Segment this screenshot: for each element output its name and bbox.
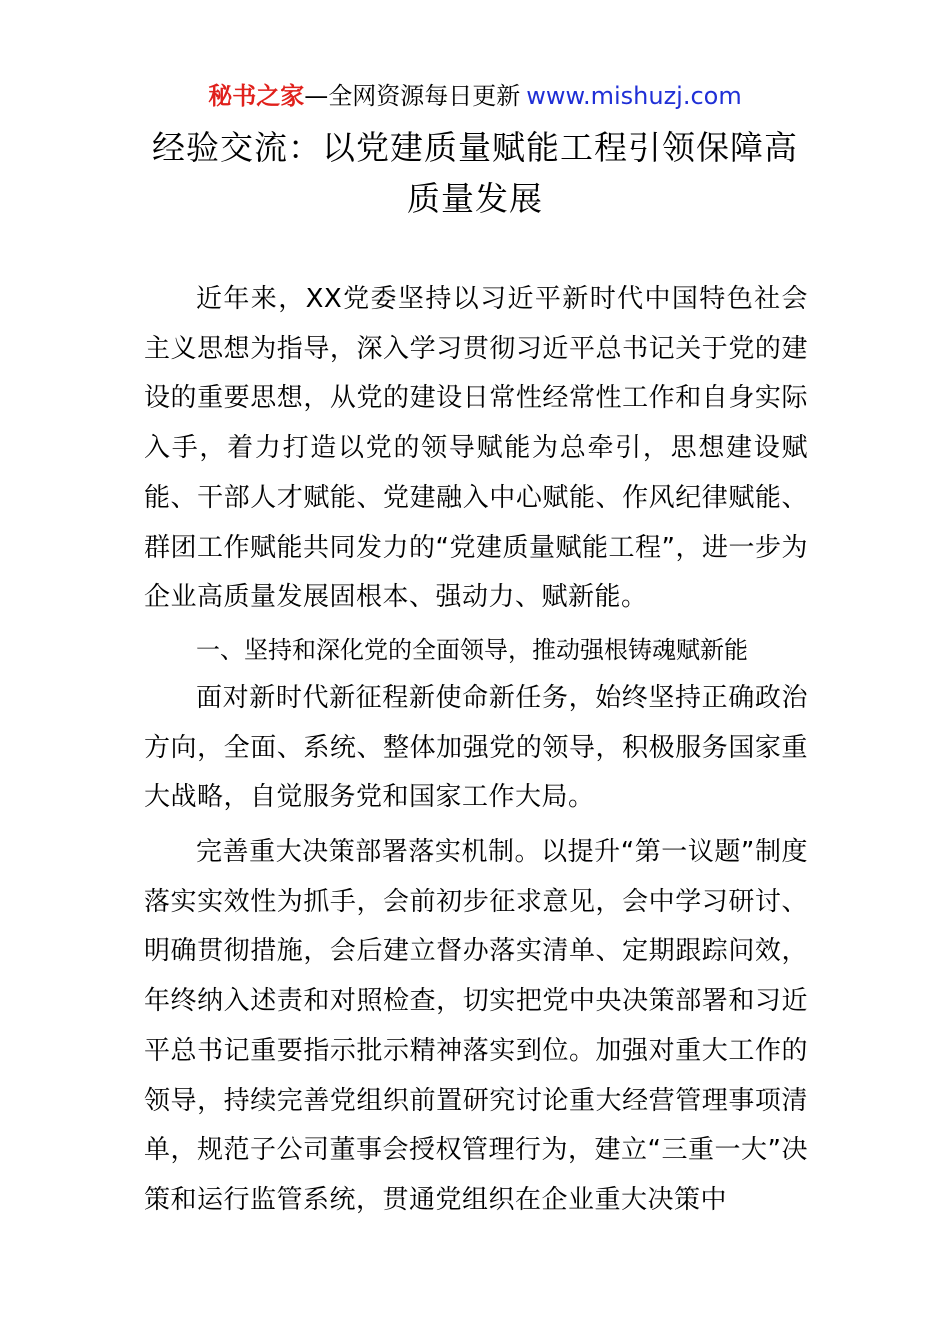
section-heading-1: 一、坚持和深化党的全面领导，推动强根铸魂赋新能 bbox=[196, 635, 748, 664]
document-title: 经验交流：以党建质量赋能工程引领保障高质量发展 bbox=[152, 128, 798, 218]
document-body bbox=[144, 275, 808, 1231]
paragraph-section-1-overview: 面对新时代新征程新使命新任务，始终坚持正确政治方向，全面、系统、整体加强党的领导，积极服务国家重大战略，自觉服务党和国家工作大局。 bbox=[144, 682, 808, 813]
site-url-link[interactable]: www.mishuzj.com bbox=[526, 82, 742, 110]
paragraph-intro: 近年来，XX党委坚持以习近平新时代中国特色社会主义思想为指导，深入学习贯彻习近平总书记关于党的建设的重要思想，从党的建设日常性经常性工作和自身实际入手，着力打造以党的领导赋能为总牵引，思想建设赋能、干部人才赋能、党建融入中心赋能、作风纪律赋能、群团工作赋能共同发力的“党建质量赋能工程”，进一步为企业高质量发展固根本、强动力、赋新能。 bbox=[144, 284, 808, 613]
paragraph-decision-mechanism: 完善重大决策部署落实机制。以提升“第一议题”制度落实实效性为抓手，会前初步征求意见，会中学习研讨、明确贯彻措施，会后建立督办落实清单、定期跟踪问效，年终纳入述责和对照检查，切实把党中央决策部署和习近平总书记重要指示批示精神落实到位。加强对重大工作的领导，持续完善党组织前置研究讨论重大经营管理事项清单，规范子公司董事会授权管理行为，建立“三重一大”决策和运行监管系统，贯通党组织在企业重大决策中 bbox=[144, 837, 808, 1215]
header-slogan: —全网资源每日更新 bbox=[304, 82, 521, 110]
site-header bbox=[0, 78, 950, 114]
brand-name: 秘书之家 bbox=[208, 82, 305, 110]
